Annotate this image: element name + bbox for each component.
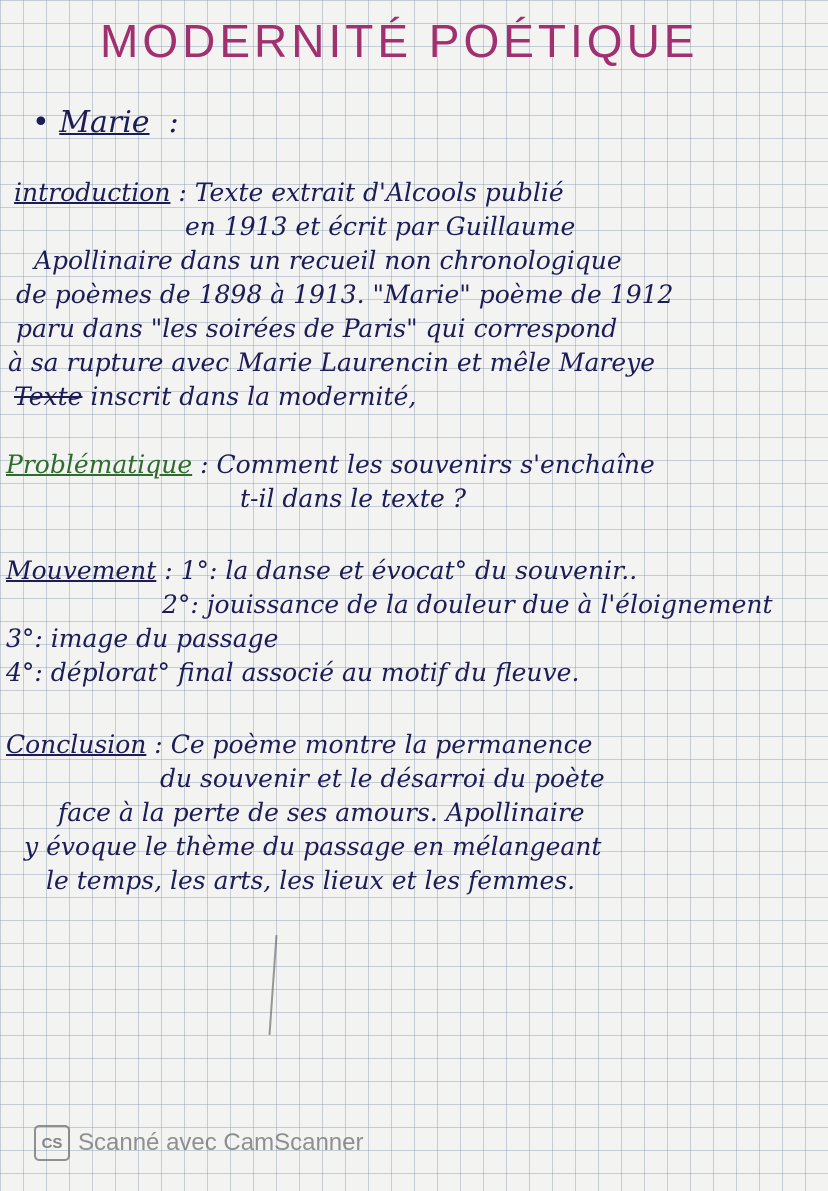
mouvement-line-4: 4°: déplorat° final associé au motif du fleuve. [6,658,580,687]
camscanner-icon: CS [34,1125,70,1161]
conclusion-line-1: Conclusion : Ce poème montre la permanence [6,730,593,759]
intro-label: introduction [14,178,171,207]
bullet: • [32,105,50,140]
intro-text-7: inscrit dans la modernité, [82,382,417,411]
conclusion-text-1: Ce poème montre la permanence [170,730,593,759]
page-title: MODERNITÉ POÉTIQUE [100,15,699,67]
problematique-label: Problématique [6,450,193,479]
pencil-stroke [269,935,278,1035]
intro-line-1: introduction : Texte extrait d'Alcools publié [14,178,564,207]
intro-line-2: en 1913 et écrit par Guillaume [185,212,576,241]
conclusion-line-4: y évoque le thème du passage en mélangeant [24,832,602,861]
intro-line-4: de poèmes de 1898 à 1913. "Marie" poème de 1912 [16,280,674,309]
problematique-line-1: Problématique : Comment les souvenirs s'enchaîne [6,450,655,479]
conclusion-line-2: du souvenir et le désarroi du poète [160,764,605,793]
problematique-line-2: t-il dans le texte ? [240,484,467,513]
intro-text-1: Texte extrait d'Alcools publié [194,178,564,207]
mouvement-label: Mouvement [6,556,157,585]
colon: : [159,105,179,140]
section-title: Marie [59,105,150,140]
camscanner-watermark [34,1125,364,1161]
mouvement-text-1: 1°: la danse et évocat° du souvenir.. [180,556,638,585]
intro-line-7 [14,382,416,412]
section-heading [32,105,179,140]
problematique-text-1: Comment les souvenirs s'enchaîne [216,450,655,479]
conclusion-label: Conclusion [6,730,147,759]
mouvement-line-1: Mouvement : 1°: la danse et évocat° du souvenir.. [6,556,638,585]
watermark-text: Scanné avec CamScanner [78,1129,364,1156]
conclusion-line-3: face à la perte de ses amours. Apollinaire [58,798,585,827]
conclusion-line-5: le temps, les arts, les lieux et les femmes. [46,866,576,895]
intro-line-6: à sa rupture avec Marie Laurencin et mêle Mareye [8,348,656,377]
intro-line-3: Apollinaire dans un recueil non chronologique [34,246,622,275]
struck-word: Texte [14,382,83,411]
mouvement-line-2: 2°: jouissance de la douleur due à l'éloignement [162,590,773,619]
intro-line-5: paru dans "les soirées de Paris" qui correspond [16,314,618,343]
mouvement-line-3: 3°: image du passage [6,624,279,653]
